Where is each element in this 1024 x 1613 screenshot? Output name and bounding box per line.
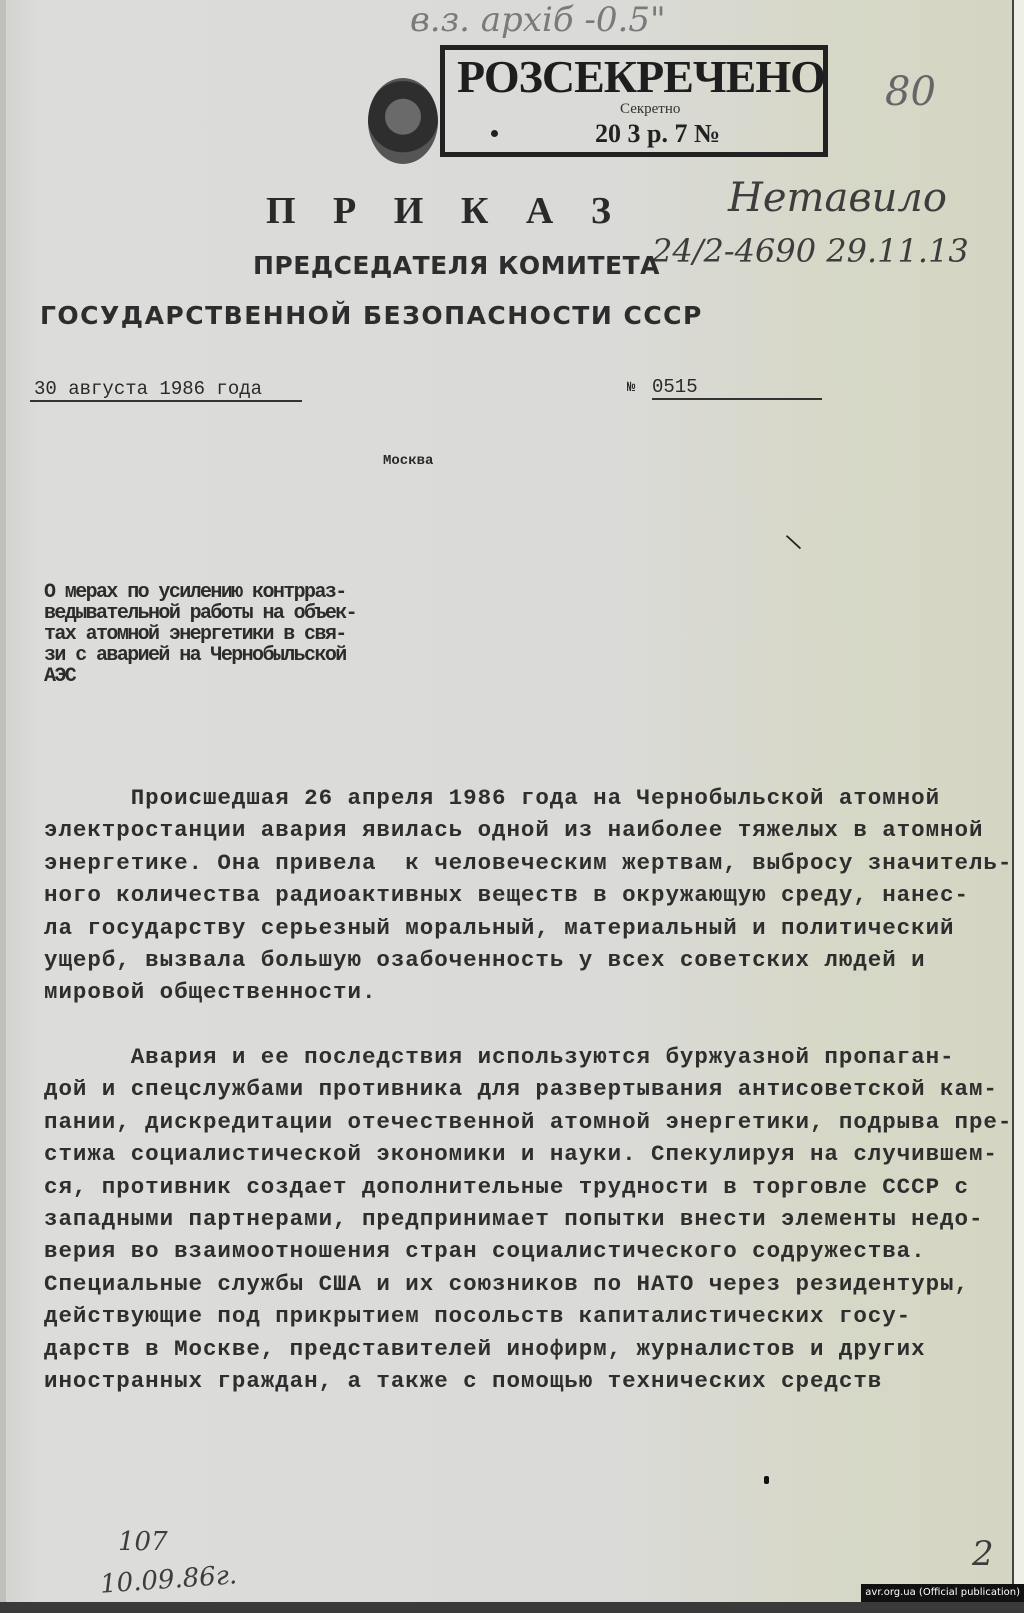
ussr-emblem-icon [368, 78, 438, 164]
declassified-stamp [440, 45, 828, 157]
scan-right-edge [1012, 0, 1024, 1603]
document-date: 30 августа 1986 года [30, 378, 302, 402]
paragraph-1: Происшедшая 26 апреля 1986 года на Чернобыльской атомной электростанции авария явилась одной из наиболее тяжелых в атомной энергетике. Она привела к человеческим жертвам, выбросу значитель- ного количества радиоактивных веществ в окружающую среду, нанес- ла государству серьезный моральный, материальный и политический ущерб, вызвала большую озабоченность у всех советских людей и мировой общественности. [44, 785, 1013, 1006]
handwritten-name: Нетавило [728, 175, 947, 221]
scan-left-edge [0, 0, 6, 1613]
handwritten-archive-note: в.з. архіб -0.5" [410, 0, 666, 40]
page-number: 2 [972, 1534, 994, 1574]
handwritten-top-number: 80 [885, 69, 936, 115]
document-number: 0515 [652, 376, 822, 400]
stamp-dot [491, 130, 498, 137]
handwritten-reference: 24/2-4690 29.11.13 [652, 232, 969, 270]
scan-bottom-edge [0, 1602, 1024, 1613]
number-label: № [627, 380, 636, 396]
ink-dot [764, 1476, 769, 1484]
stamp-subtitle: Секретно [620, 101, 681, 117]
source-watermark: avr.org.ua (Official publication) [861, 1584, 1024, 1602]
document-subtitle-2: ГОСУДАРСТВЕННОЙ БЕЗОПАСНОСТИ СССР [40, 301, 703, 330]
handwritten-bottom-date: 10.09.86г. [99, 1560, 239, 1600]
document-subject: О мерах по усилению контрраз- ведывательной работы на объек- тах атомной энергетики в свя- зи с аварией на Чернобыльской АЭС [44, 581, 357, 688]
document-city: Москва [383, 453, 434, 469]
stamp-number: 20 3 р. 7 № [595, 119, 721, 148]
stamp-title: РОЗСЕКРЕЧЕНО [457, 51, 825, 102]
stray-mark: \ [784, 529, 804, 556]
paragraph-2: Авария и ее последствия используются буржуазной пропаган- дой и спецслужбами противника для развертывания антисоветской кам- пании, дискредитации отечественной атомной энергетики, подрыва пре- стижа социалистической экономики и науки. Спекулируя на случившем- ся, противник создает дополнительные трудности в торговле СССР с западными партнерами, предпринимает попытки внести элементы недо- верия во взаимоотношения стран социалистического содружества. Специальные службы США и их союзников по НАТО через резидентуры, действующие под прикрытием посольств капиталистических госу- дарств в Москве, представителей инофирм, журналистов и других иностранных граждан, а также с помощью технических средств [44, 1044, 1013, 1395]
handwritten-bottom-number: 107 [118, 1527, 168, 1557]
document-title: П Р И К А З [266, 190, 625, 232]
document-subtitle-1: ПРЕДСЕДАТЕЛЯ КОМИТЕТА [253, 251, 660, 280]
